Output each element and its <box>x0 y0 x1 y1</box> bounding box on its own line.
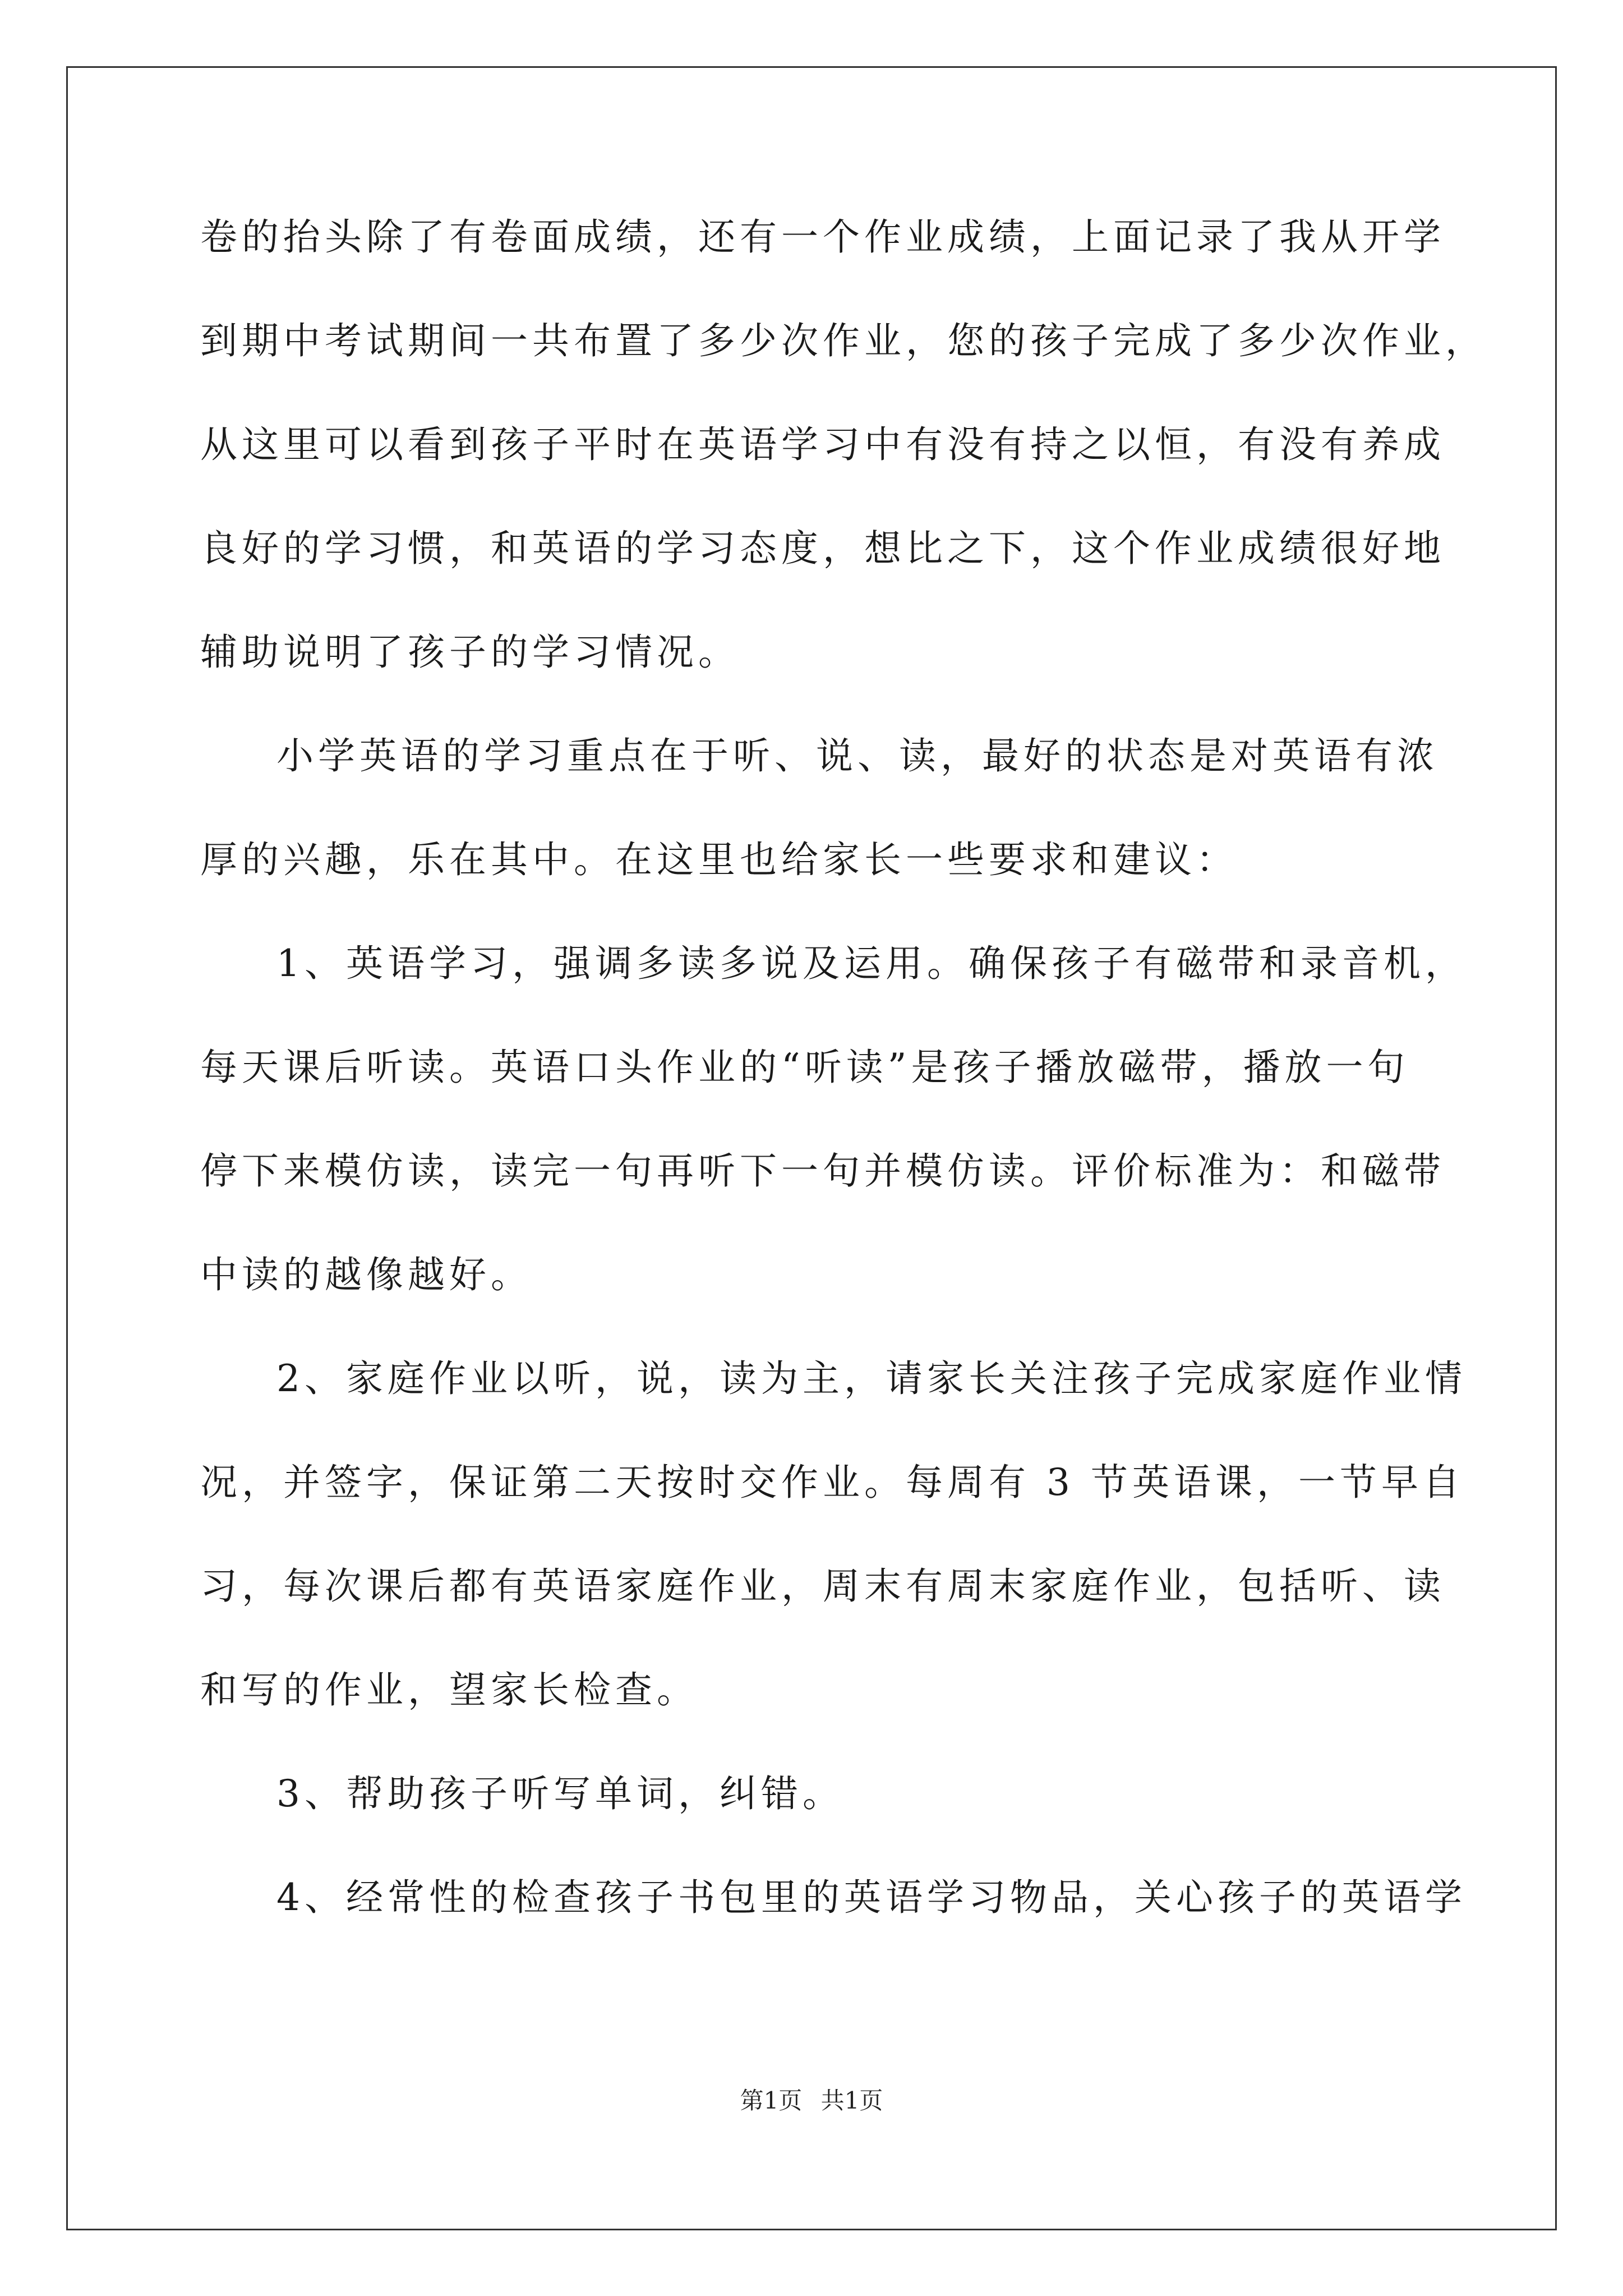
text-line: 从这里可以看到孩子平时在英语学习中有没有持之以恒，有没有养成 <box>200 423 1445 466</box>
page-number-current: 第1页 <box>740 2087 803 2114</box>
text-line: 良好的学习惯，和英语的学习态度，想比之下，这个作业成绩很好地 <box>200 527 1445 570</box>
text-line: 辅助说明了孩子的学习情况。 <box>200 631 740 674</box>
text-line: 4、经常性的检查孩子书包里的英语学习物品，关心孩子的英语学 <box>276 1876 1467 1919</box>
text-line: 3、帮助孩子听写单词，纠错。 <box>276 1772 844 1815</box>
text-line: 厚的兴趣，乐在其中。在这里也给家长一些要求和建议： <box>200 838 1238 881</box>
page-footer <box>0 2089 1623 2113</box>
document-body <box>200 215 1487 1983</box>
text-line: 况，并签字，保证第二天按时交作业。每周有 3 节英语课，一节早自 <box>200 1461 1464 1504</box>
text-line: 1、英语学习，强调多读多说及运用。确保孩子有磁带和录音机， <box>276 942 1467 985</box>
text-line: 中读的越像越好。 <box>200 1253 532 1296</box>
text-line: 停下来模仿读，读完一句再听下一句并模仿读。评价标准为：和磁带 <box>200 1149 1445 1193</box>
text-line: 和写的作业，望家长检查。 <box>200 1668 698 1711</box>
text-line: 小学英语的学习重点在于听、说、读，最好的状态是对英语有浓 <box>276 734 1438 777</box>
text-line: 每天课后听读。英语口头作业的“听读”是孩子播放磁带，播放一句 <box>200 1046 1409 1089</box>
text-line: 到期中考试期间一共布置了多少次作业，您的孩子完成了多少次作业， <box>200 319 1487 362</box>
text-line: 卷的抬头除了有卷面成绩，还有一个作业成绩，上面记录了我从开学 <box>200 215 1445 259</box>
text-line: 习，每次课后都有英语家庭作业，周末有周末家庭作业，包括听、读 <box>200 1565 1445 1608</box>
text-line: 2、家庭作业以听，说，读为主，请家长关注孩子完成家庭作业情 <box>276 1357 1467 1400</box>
page-number-total: 共1页 <box>820 2087 883 2114</box>
